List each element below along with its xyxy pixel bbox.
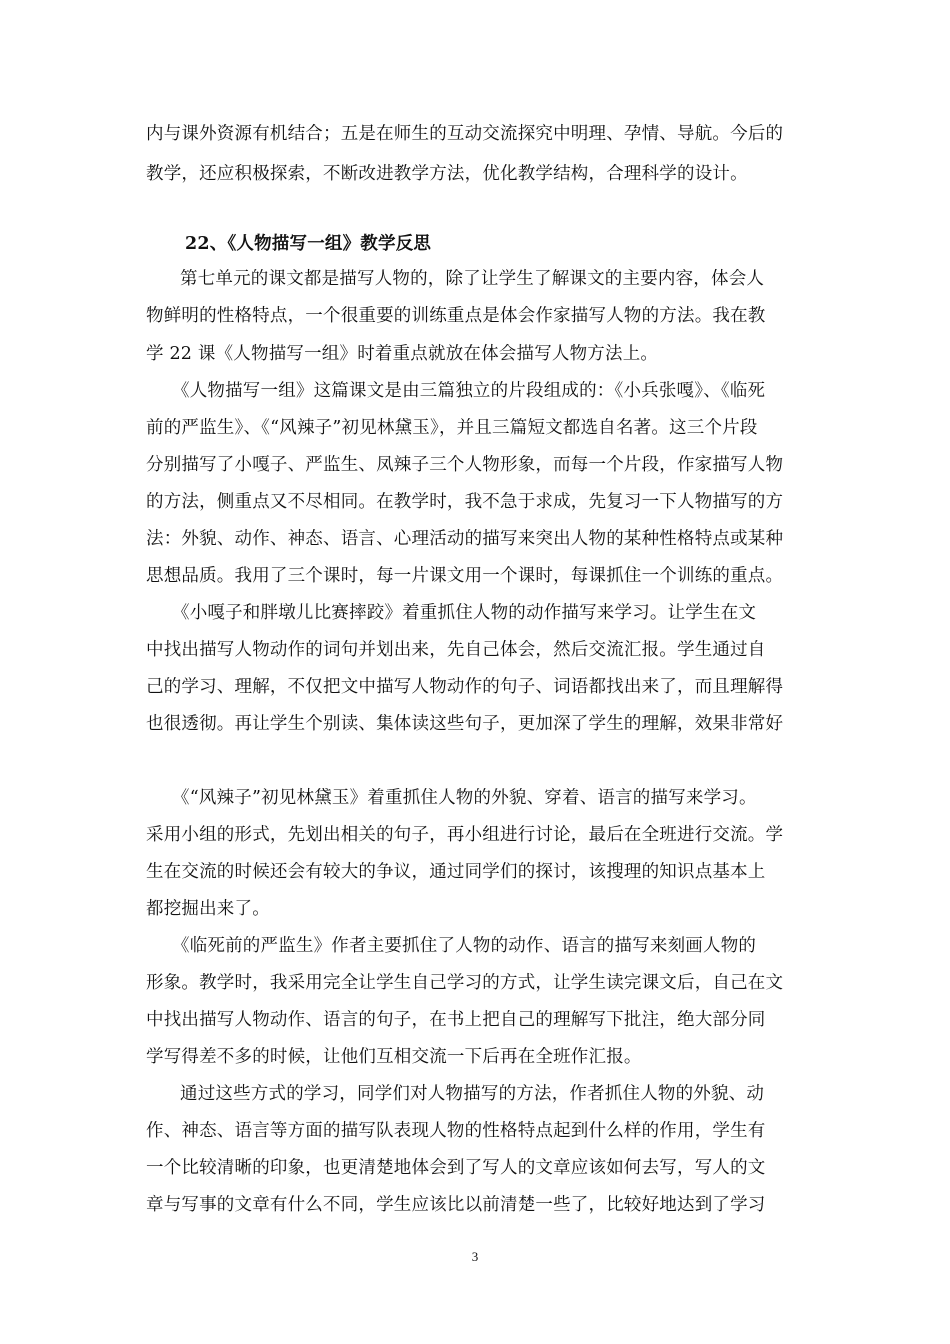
paragraph-line: 学写得差不多的时候，让他们互相交流一下后再在全班作汇报。 xyxy=(146,1047,642,1067)
paragraph-line: 章与写事的文章有什么不同，学生应该比以前清楚一些了，比较好地达到了学习 xyxy=(146,1195,766,1215)
paragraph-line: 分别描写了小嘎子、严监生、凤辣子三个人物形象，而每一个片段，作家描写人物 xyxy=(146,455,784,475)
section-heading: 22、《人物描写一组》教学反思 xyxy=(185,234,432,254)
paragraph-line: 采用小组的形式，先划出相关的句子，再小组进行讨论，最后在全班进行交流。学 xyxy=(146,825,784,845)
paragraph-line: 通过这些方式的学习，同学们对人物描写的方法，作者抓住人物的外貌、动 xyxy=(180,1084,765,1104)
paragraph-line: 思想品质。我用了三个课时，每一片课文用一个课时，每课抓住一个训练的重点。 xyxy=(146,566,784,586)
paragraph-line: 教学，还应积极探索，不断改进教学方法，优化教学结构，合理科学的设计。 xyxy=(146,164,748,184)
paragraph-line: 一个比较清晰的印象，也更清楚地体会到了写人的文章应该如何去写，写人的文 xyxy=(146,1158,766,1178)
paragraph-line: 内与课外资源有机结合；五是在师生的互动交流探究中明理、孕情、导航。今后的 xyxy=(146,124,784,144)
paragraph-line: 己的学习、理解，不仅把文中描写人物动作的句子、词语都找出来了，而且理解得 xyxy=(146,677,784,697)
paragraph-line: 《临死前的严监生》作者主要抓住了人物的动作、语言的描写来刻画人物的 xyxy=(172,936,757,956)
paragraph-line: 也很透彻。再让学生个别读、集体读这些句子，更加深了学生的理解，效果非常好 xyxy=(146,714,784,734)
paragraph-line: 《小嘎子和胖墩儿比赛摔跤》着重抓住人物的动作描写来学习。让学生在文 xyxy=(172,603,757,623)
paragraph-line: 前的严监生》、《“风辣子”初见林黛玉》，并且三篇短文都选自名著。这三个片段 xyxy=(146,418,758,438)
paragraph-line: 第七单元的课文都是描写人物的，除了让学生了解课文的主要内容，体会人 xyxy=(180,269,765,289)
paragraph-line: 生在交流的时候还会有较大的争议，通过同学们的探讨，该搜理的知识点基本上 xyxy=(146,862,766,882)
paragraph-line: 物鲜明的性格特点，一个很重要的训练重点是体会作家描写人物的方法。我在教 xyxy=(146,306,766,326)
paragraph-line: 作、神态、语言等方面的描写队表现人物的性格特点起到什么样的作用，学生有 xyxy=(146,1121,766,1141)
paragraph-line: 的方法，侧重点又不尽相同。在教学时，我不急于求成，先复习一下人物描写的方 xyxy=(146,492,784,512)
paragraph-line: 中找出描写人物动作的词句并划出来，先自己体会，然后交流汇报。学生通过自 xyxy=(146,640,766,660)
page-number: 3 xyxy=(471,1249,479,1264)
paragraph-line: 法：外貌、动作、神态、语言、心理活动的描写来突出人物的某种性格特点或某种 xyxy=(146,529,784,549)
paragraph-line: 《“风辣子”初见林黛玉》着重抓住人物的外貌、穿着、语言的描写来学习。 xyxy=(172,788,757,808)
paragraph-line: 学 22 课《人物描写一组》时着重点就放在体会描写人物方法上。 xyxy=(146,344,659,364)
paragraph-line: 都挖掘出来了。 xyxy=(146,899,270,919)
paragraph-line: 中找出描写人物动作、语言的句子，在书上把自己的理解写下批注，绝大部分同 xyxy=(146,1010,766,1030)
paragraph-line: 形象。教学时，我采用完全让学生自己学习的方式，让学生读完课文后，自己在文 xyxy=(146,973,784,993)
paragraph-line: 《人物描写一组》这篇课文是由三篇独立的片段组成的：《小兵张嘎》、《临死 xyxy=(172,381,766,401)
